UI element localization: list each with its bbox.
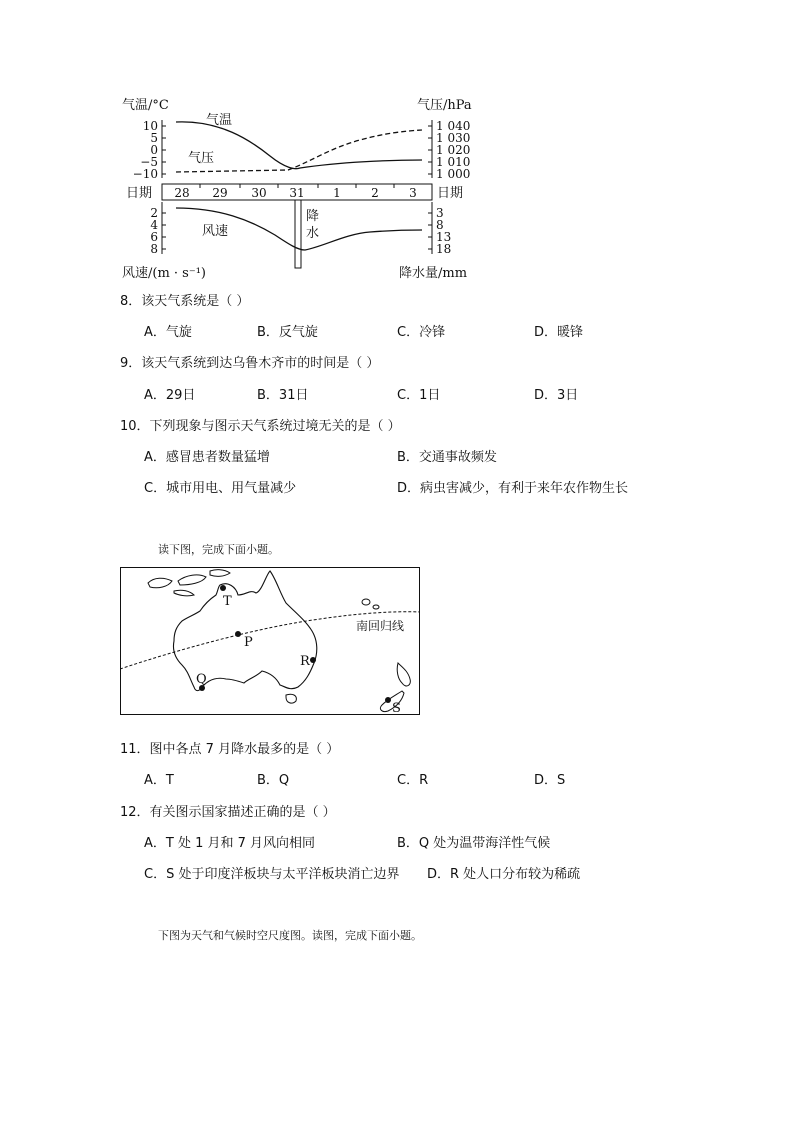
wind-tick: 6 xyxy=(150,230,158,244)
question-12-option-d[interactable]: D．R 处人口分布较为稀疏 xyxy=(427,867,581,882)
point-q-label: Q xyxy=(196,672,207,687)
question-8-option-b[interactable]: B．反气旋 xyxy=(257,325,318,340)
question-12-option-a[interactable]: A．T 处 1 月和 7 月风向相同 xyxy=(144,836,316,851)
date-tick: 31 xyxy=(289,186,305,200)
question-8-option-a[interactable]: A．气旋 xyxy=(144,325,192,340)
temp-tick: 5 xyxy=(150,131,158,145)
point-s-label: S xyxy=(392,701,401,715)
wind-tick: 8 xyxy=(150,242,158,256)
question-9-option-c[interactable]: C．1日 xyxy=(397,388,441,403)
question-9-stem: 9．该天气系统到达乌鲁木齐市的时间是（ ） xyxy=(120,356,380,371)
temperature-curve-label: 气温 xyxy=(206,113,233,128)
question-11-option-b[interactable]: B．Q xyxy=(257,773,290,788)
point-p-marker xyxy=(235,631,241,637)
map-intro: 读下图，完成下面小题。 xyxy=(158,543,279,556)
point-t-marker xyxy=(220,585,226,591)
point-t-label: T xyxy=(223,594,232,609)
date-label-right: 日期 xyxy=(437,186,464,201)
wind-curve-label: 风速 xyxy=(202,224,229,239)
precip-axis-title: 降水量/mm xyxy=(399,266,468,281)
question-12-option-b[interactable]: B．Q 处为温带海洋性气候 xyxy=(397,836,551,851)
pressure-tick: 1 000 xyxy=(436,167,471,181)
precip-tick: 13 xyxy=(436,230,452,244)
question-10-option-b[interactable]: B．交通事故频发 xyxy=(397,450,497,465)
pressure-tick: 1 030 xyxy=(436,131,471,145)
question-9-option-b[interactable]: B．31日 xyxy=(257,388,309,403)
date-tick: 3 xyxy=(409,186,417,200)
wind-tick: 2 xyxy=(150,206,158,220)
question-10-option-c[interactable]: C．城市用电、用气量减少 xyxy=(144,481,297,496)
precipitation-bar xyxy=(295,200,301,268)
pressure-axis-title: 气压/hPa xyxy=(417,98,472,113)
temp-tick: 0 xyxy=(150,143,158,157)
precip-tick: 8 xyxy=(436,218,444,232)
temp-tick: −5 xyxy=(140,155,158,169)
pressure-curve-label: 气压 xyxy=(188,151,215,166)
question-12-option-c[interactable]: C．S 处于印度洋板块与太平洋板块消亡边界 xyxy=(144,867,400,882)
temperature-axis-title: 气温/°C xyxy=(122,98,169,113)
wind-axis-title: 风速/(m · s⁻¹) xyxy=(122,266,206,281)
date-tick: 30 xyxy=(251,186,267,200)
question-8-option-d[interactable]: D．暖锋 xyxy=(534,325,584,340)
date-label-left: 日期 xyxy=(126,186,153,201)
question-11-stem: 11．图中各点 7 月降水最多的是（ ） xyxy=(120,742,340,757)
date-tick: 2 xyxy=(371,186,379,200)
point-r-label: R xyxy=(300,654,310,669)
question-11-option-d[interactable]: D．S xyxy=(534,773,566,788)
australia-map xyxy=(120,567,420,715)
question-9-option-d[interactable]: D．3日 xyxy=(534,388,579,403)
pressure-tick: 1 010 xyxy=(436,155,471,169)
question-11-option-a[interactable]: A．T xyxy=(144,773,174,788)
question-10-option-a[interactable]: A．感冒患者数量猛增 xyxy=(144,450,270,465)
tropic-label: 南回归线 xyxy=(356,619,405,633)
date-tick: 28 xyxy=(174,186,190,200)
question-8-stem: 8．该天气系统是（ ） xyxy=(120,294,250,309)
precip-tick: 18 xyxy=(436,242,452,256)
date-tick: 29 xyxy=(212,186,228,200)
date-tick: 1 xyxy=(333,186,341,200)
question-12-stem: 12．有关图示国家描述正确的是（ ） xyxy=(120,805,336,820)
question-10-option-d[interactable]: D．病虫害减少，有利于来年农作物生长 xyxy=(397,481,629,496)
temp-tick: −10 xyxy=(132,167,158,181)
question-10-stem: 10．下列现象与图示天气系统过境无关的是（ ） xyxy=(120,419,401,434)
precip-tick: 3 xyxy=(436,206,444,220)
question-8-option-c[interactable]: C．冷锋 xyxy=(397,325,446,340)
point-p-label: P xyxy=(244,635,253,650)
question-11-option-c[interactable]: C．R xyxy=(397,773,429,788)
point-s-marker xyxy=(385,697,391,703)
point-r-marker xyxy=(310,657,316,663)
question-9-option-a[interactable]: A．29日 xyxy=(144,388,196,403)
precip-label-2: 水 xyxy=(306,226,320,241)
precip-label-1: 降 xyxy=(306,209,320,224)
pressure-tick: 1 020 xyxy=(436,143,471,157)
wind-tick: 4 xyxy=(150,218,158,232)
next-section-intro: 下图为天气和气候时空尺度图。读图，完成下面小题。 xyxy=(158,929,422,942)
temp-tick: 10 xyxy=(142,119,158,133)
weather-chart xyxy=(110,90,490,285)
pressure-tick: 1 040 xyxy=(436,119,471,133)
